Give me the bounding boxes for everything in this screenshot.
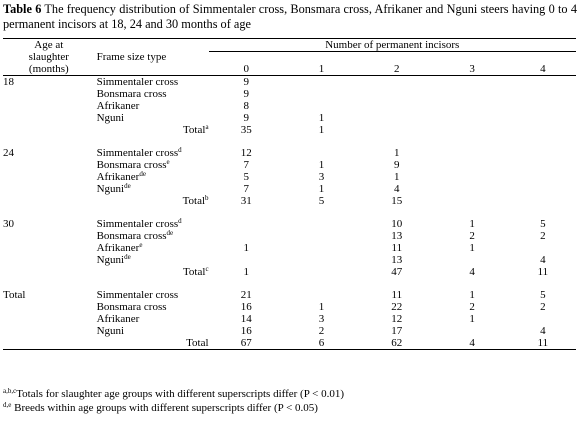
count-cell: 8 xyxy=(243,100,249,112)
table-row xyxy=(3,171,576,183)
count-cell xyxy=(510,112,576,124)
count-cell xyxy=(510,171,576,183)
incisor-col-1: 1 xyxy=(284,63,359,76)
count-cell: 9 xyxy=(243,112,249,124)
count-cell: 1 xyxy=(469,218,475,230)
count-cell: 1 xyxy=(469,313,475,325)
count-cell xyxy=(510,313,576,325)
count-cell xyxy=(359,88,434,100)
count-cell: 7 xyxy=(243,183,249,195)
count-cell xyxy=(510,242,576,254)
count-cell: 11 xyxy=(391,242,403,254)
count-cell xyxy=(434,100,509,112)
count-cell xyxy=(434,171,509,183)
count-cell: 17 xyxy=(391,325,403,337)
count-cell xyxy=(359,76,434,89)
count-cell xyxy=(209,230,284,242)
superscript: de xyxy=(124,182,131,190)
count-cell xyxy=(284,147,359,159)
count-cell xyxy=(434,183,509,195)
total-count-cell: 67 xyxy=(209,337,284,350)
count-cell: 4 xyxy=(394,183,400,195)
frame-size-type: Bonsmara cross$^e$ xyxy=(96,158,170,171)
table-row xyxy=(3,230,576,242)
total-count-cell xyxy=(434,124,509,136)
total-count-cell: 4 xyxy=(469,266,475,278)
count-cell: 14 xyxy=(240,313,252,325)
total-count-cell: 15 xyxy=(391,195,403,207)
count-cell: 9 xyxy=(394,159,400,171)
count-cell xyxy=(510,100,576,112)
count-cell xyxy=(284,76,359,89)
table-label: Table 6 xyxy=(3,2,42,16)
count-cell: 13 xyxy=(391,254,403,266)
count-cell: 1 xyxy=(318,183,325,195)
count-cell: 5 xyxy=(243,171,249,183)
table-row xyxy=(3,289,576,301)
count-cell: 5 xyxy=(540,289,546,301)
frame-size-type: Afrikaner xyxy=(96,100,140,112)
group-header-rule xyxy=(209,51,576,52)
superscript: de xyxy=(124,253,131,261)
superscript: d xyxy=(178,146,182,154)
superscript: d xyxy=(178,217,182,225)
incisors-group-header: Number of permanent incisors xyxy=(209,39,576,52)
count-cell: 2 xyxy=(318,325,325,337)
count-cell: 9 xyxy=(243,88,249,100)
count-cell xyxy=(209,254,284,266)
group-spacer xyxy=(3,278,576,289)
superscript: e xyxy=(139,241,143,249)
count-cell: 22 xyxy=(391,301,403,313)
count-cell: 1 xyxy=(318,301,325,313)
header-row-3 xyxy=(3,63,576,76)
total-label: Total xyxy=(95,337,209,350)
total-count-cell xyxy=(359,124,434,136)
frame-size-type: Bonsmara cross xyxy=(96,301,167,313)
frame-size-type: Bonsmara cross$^{de}$ xyxy=(96,229,174,242)
total-label: Total$^b$ xyxy=(182,194,209,207)
total-count-cell: 35 xyxy=(240,124,252,136)
frame-size-type: Nguni xyxy=(96,325,125,337)
table-row xyxy=(3,112,576,124)
frame-size-type: Simmentaler cross$^d$ xyxy=(96,146,182,159)
count-cell xyxy=(284,100,359,112)
total-count-cell: 47 xyxy=(391,266,403,278)
count-cell xyxy=(434,254,509,266)
frame-size-type: Simmentaler cross xyxy=(96,76,179,88)
count-cell xyxy=(510,88,576,100)
superscript: a xyxy=(205,123,209,131)
count-cell xyxy=(434,112,509,124)
count-cell: 1 xyxy=(394,147,400,159)
count-cell: 12 xyxy=(240,147,252,159)
footnote-breeds: $^{d,e}$ Breeds within age groups with different superscripts differ (P < 0.05) xyxy=(3,401,318,414)
count-cell xyxy=(510,159,576,171)
count-cell xyxy=(434,325,509,337)
count-cell: 2 xyxy=(469,301,475,313)
count-cell: 1 xyxy=(469,242,475,254)
frame-size-type: Afrikaner xyxy=(96,313,140,325)
count-cell xyxy=(434,88,509,100)
age-header-line2: slaughter xyxy=(28,51,69,63)
table-row xyxy=(3,301,576,313)
group-spacer xyxy=(3,207,576,218)
frame-size-type: Nguni$^{de}$ xyxy=(96,253,131,266)
incisor-col-3: 3 xyxy=(434,63,509,76)
total-count-cell: 62 xyxy=(359,337,434,350)
count-cell xyxy=(359,112,434,124)
age-group-label: Total xyxy=(3,289,26,301)
count-cell xyxy=(434,159,509,171)
count-cell: 7 xyxy=(243,159,249,171)
header-row-1 xyxy=(3,39,576,52)
table-row xyxy=(3,242,576,254)
superscript: de xyxy=(139,170,146,178)
count-cell: 3 xyxy=(318,171,325,183)
total-count-cell: 1 xyxy=(318,124,325,136)
total-count-cell: 6 xyxy=(284,337,359,350)
total-count-cell xyxy=(510,124,576,136)
age-group-label: 30 xyxy=(3,218,14,230)
count-cell: 12 xyxy=(391,313,403,325)
table-row xyxy=(3,159,576,171)
table-row xyxy=(3,254,576,266)
incisor-col-0: 0 xyxy=(209,63,284,76)
count-cell: 21 xyxy=(240,289,252,301)
superscript: e xyxy=(166,158,170,166)
count-cell: 3 xyxy=(318,313,325,325)
count-cell xyxy=(359,100,434,112)
table-row xyxy=(3,218,576,230)
frame-size-type: Bonsmara cross xyxy=(96,88,167,100)
total-count-cell: 11 xyxy=(510,337,576,350)
frame-size-type: Simmentaler cross$^d$ xyxy=(96,217,182,230)
count-cell xyxy=(510,147,576,159)
group-spacer xyxy=(3,136,576,147)
age-group-label: 24 xyxy=(3,147,14,159)
incisor-col-4: 4 xyxy=(510,63,576,76)
count-cell: 1 xyxy=(318,159,325,171)
table-caption xyxy=(3,2,577,31)
count-cell: 11 xyxy=(391,289,403,301)
count-cell xyxy=(284,88,359,100)
total-count-cell: 1 xyxy=(243,266,249,278)
superscript: c xyxy=(205,265,209,273)
count-cell xyxy=(510,76,576,89)
count-cell: 1 xyxy=(394,171,400,183)
table-row xyxy=(3,325,576,337)
total-count-cell: 5 xyxy=(318,195,325,207)
frame-size-type: Afrikaner$^{de}$ xyxy=(96,170,146,183)
superscript: de xyxy=(166,229,174,237)
count-cell: 9 xyxy=(243,76,249,88)
table-row xyxy=(3,147,576,159)
footnote-age-groups: $^{a,b,c}$Totals for slaughter age groups with different superscripts differ (P < 0.01) xyxy=(3,387,345,400)
count-cell xyxy=(284,289,359,301)
table-row xyxy=(3,100,576,112)
count-cell: 16 xyxy=(240,301,252,313)
table-row xyxy=(3,313,576,325)
total-count-cell: 11 xyxy=(537,266,549,278)
count-cell xyxy=(510,183,576,195)
table-row xyxy=(3,88,576,100)
table-body xyxy=(3,39,576,350)
age-group-label: 18 xyxy=(3,76,14,88)
frame-size-type: Nguni xyxy=(96,112,125,124)
total-count-cell xyxy=(284,266,359,278)
total-count-cell xyxy=(510,195,576,207)
count-cell: 5 xyxy=(540,218,546,230)
count-cell: 16 xyxy=(240,325,252,337)
count-cell xyxy=(284,230,359,242)
count-cell: 13 xyxy=(391,230,403,242)
count-cell: 1 xyxy=(243,242,249,254)
total-row xyxy=(3,337,576,350)
header-row-2 xyxy=(3,51,576,63)
superscript: b xyxy=(205,194,209,202)
count-cell xyxy=(434,76,509,89)
count-cell: 4 xyxy=(540,254,546,266)
total-row xyxy=(3,266,576,278)
frame-size-type: Afrikaner$^e$ xyxy=(96,241,143,254)
frame-size-type: Simmentaler cross xyxy=(96,289,179,301)
count-cell: 2 xyxy=(540,301,546,313)
total-row xyxy=(3,124,576,136)
count-cell: 2 xyxy=(469,230,475,242)
count-cell xyxy=(284,254,359,266)
incisor-frequency-table xyxy=(3,38,576,350)
frame-size-type: Nguni$^{de}$ xyxy=(96,182,131,195)
count-cell: 10 xyxy=(391,218,403,230)
table-row xyxy=(3,183,576,195)
total-label: Total$^a$ xyxy=(182,123,209,136)
age-header-line1: Age at xyxy=(3,39,95,52)
table-caption-text: The frequency distribution of Simmentaler cross, Bonsmara cross, Afrikaner and Nguni steers having 0 to 4 permanent incisors at 18, 24 and 30 months of age xyxy=(3,2,577,31)
count-cell: 1 xyxy=(318,112,325,124)
count-cell xyxy=(284,242,359,254)
total-count-cell: 4 xyxy=(434,337,509,350)
count-cell xyxy=(434,147,509,159)
total-row xyxy=(3,195,576,207)
frame-size-header: Frame size type xyxy=(96,51,167,63)
count-cell xyxy=(284,218,359,230)
age-header-line3: (months) xyxy=(3,63,95,76)
count-cell: 1 xyxy=(469,289,475,301)
total-count-cell: 31 xyxy=(240,195,252,207)
table-row xyxy=(3,76,576,89)
total-label: Total$^c$ xyxy=(182,265,209,278)
total-count-cell xyxy=(434,195,509,207)
count-cell xyxy=(209,218,284,230)
incisor-col-2: 2 xyxy=(359,63,434,76)
count-cell: 4 xyxy=(540,325,546,337)
count-cell: 2 xyxy=(540,230,546,242)
